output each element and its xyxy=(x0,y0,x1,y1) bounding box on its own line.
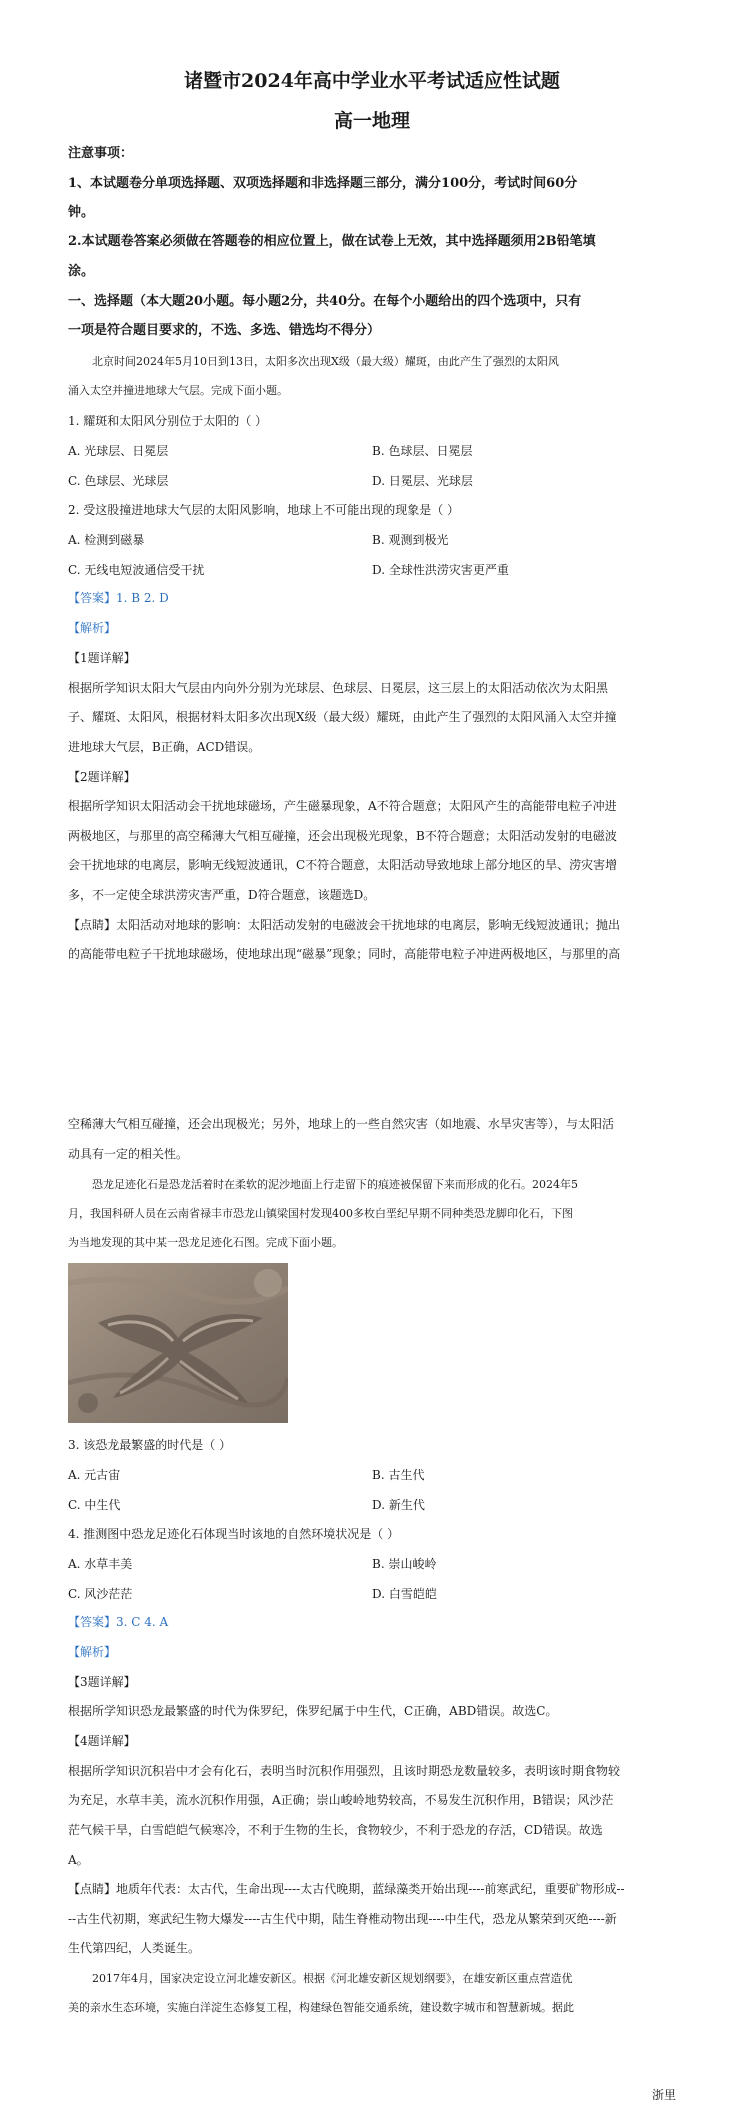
detail-2-heading: 【2题详解】 xyxy=(68,770,136,784)
question-2-stem: 2. 受这股撞进地球大气层的太阳风影响，地球上不可能出现的现象是（ ） xyxy=(68,503,460,517)
notice-heading: 注意事项： xyxy=(68,146,134,161)
tip-1-text: 动具有一定的相关性。 xyxy=(68,1147,189,1161)
dinosaur-footprint-fossil-image xyxy=(68,1263,288,1423)
tip-1-text: 【点睛】太阳活动对地球的影响：太阳活动发射的电磁波会干扰地球的电离层，影响无线短波通讯；抛出 xyxy=(68,918,621,932)
q3-option-c: C. 中生代 xyxy=(68,1498,121,1512)
detail-4-text: 为充足，水草丰美，流水沉积作用强，A正确；崇山峻岭地势较高，不易发生沉积作用，B错误；风沙茫 xyxy=(68,1793,614,1807)
page-footer: 浙里 xyxy=(651,2088,676,2102)
q1-option-d: D. 日冕层、光球层 xyxy=(372,474,473,488)
detail-4-text: 根据所学知识沉积岩中才会有化石，表明当时沉积作用强烈，且该时期恐龙数量较多，表明该时期食物较 xyxy=(68,1764,621,1778)
q3-option-b: B. 古生代 xyxy=(372,1468,425,1482)
answer-1-2: 【答案】1. B 2. D xyxy=(68,591,169,605)
passage-1-cont: 涌入太空并撞进地球大气层。完成下面小题。 xyxy=(68,384,288,397)
tip-1-text: 空稀薄大气相互碰撞，还会出现极光；另外，地球上的一些自然灾害（如地震、水旱灾害等），与太阳活 xyxy=(68,1117,615,1131)
q1-option-b: B. 色球层、日冕层 xyxy=(372,444,473,458)
question-1-stem: 1. 耀斑和太阳风分别位于太阳的（ ） xyxy=(68,414,268,428)
answer-3-4: 【答案】3. C 4. A xyxy=(68,1615,169,1629)
detail-2-text: 两极地区，与那里的高空稀薄大气相互碰撞，还会出现极光现象，B不符合题意；太阳活动发射的电磁波 xyxy=(68,829,617,843)
detail-1-text: 子、耀斑、太阳风，根据材料太阳多次出现X级（最大级）耀斑，由此产生了强烈的太阳风涌入太空并撞 xyxy=(68,710,617,724)
detail-3-heading: 【3题详解】 xyxy=(68,1675,136,1689)
q2-option-c: C. 无线电短波通信受干扰 xyxy=(68,563,205,577)
tip-2-text: --古生代初期，寒武纪生物大爆发----古生代中期，陆生脊椎动物出现----中生代，恐龙从繁荣到灭绝----新 xyxy=(68,1912,617,1926)
q4-option-b: B. 崇山峻岭 xyxy=(372,1557,437,1571)
analysis-label: 【解析】 xyxy=(68,1645,117,1659)
q4-option-a: A. 水草丰美 xyxy=(68,1557,133,1571)
section-heading-cont: 一项是符合题目要求的，不选、多选、错选均不得分） xyxy=(68,323,381,338)
notice-item-2-cont: 涂。 xyxy=(68,264,95,279)
exam-title: 诸暨市2024年高中学业水平考试适应性试题 xyxy=(184,70,560,92)
detail-4-heading: 【4题详解】 xyxy=(68,1734,136,1748)
detail-3-text: 根据所学知识恐龙最繁盛的时代为侏罗纪，侏罗纪属于中生代，C正确，ABD错误。故选C。 xyxy=(68,1704,558,1718)
passage-2: 恐龙足迹化石是恐龙活着时在柔软的泥沙地面上行走留下的痕迹被保留下来而形成的化石。2024年5 xyxy=(92,1178,578,1191)
passage-3: 2017年4月，国家决定设立河北雄安新区。根据《河北雄安新区规划纲要》，在雄安新区重点营造优 xyxy=(92,1972,573,1985)
passage-3-cont: 美的亲水生态环境，实施白洋淀生态修复工程，构建绿色智能交通系统，建设数字城市和智慧新城。据此 xyxy=(68,2001,574,2014)
question-3-stem: 3. 该恐龙最繁盛的时代是（ ） xyxy=(68,1438,232,1452)
detail-2-text: 多，不一定使全球洪涝灾害严重，D符合题意，该题选D。 xyxy=(68,888,376,902)
q1-option-c: C. 色球层、光球层 xyxy=(68,474,169,488)
detail-2-text: 根据所学知识太阳活动会干扰地球磁场，产生磁暴现象，A不符合题意；太阳风产生的高能带电粒子冲进 xyxy=(68,799,617,813)
q1-option-a: A. 光球层、日冕层 xyxy=(68,444,169,458)
detail-4-text: 茫气候干旱，白雪皑皑气候寒冷，不利于生物的生长，食物较少，不利于恐龙的存活，CD错误。故选 xyxy=(68,1823,603,1837)
section-heading: 一、选择题（本大题20小题。每小题2分，共40分。在每个小题给出的四个选项中，只有 xyxy=(68,294,582,309)
notice-item-1-cont: 钟。 xyxy=(68,205,95,220)
tip-1-text: 的高能带电粒子干扰地球磁场，使地球出现“磁暴”现象；同时，高能带电粒子冲进两极地区，与那里的高 xyxy=(68,947,621,961)
q2-option-d: D. 全球性洪涝灾害更严重 xyxy=(372,563,509,577)
tip-2-text: 【点睛】地质年代表：太古代，生命出现----太古代晚期，蓝绿藻类开始出现----前寒武纪，重要矿物形成-- xyxy=(68,1882,625,1896)
q3-option-d: D. 新生代 xyxy=(372,1498,425,1512)
passage-2-cont: 月，我国科研人员在云南省禄丰市恐龙山镇梁国村发现400多枚白垩纪早期不同种类恐龙脚印化石，下图 xyxy=(68,1207,573,1220)
detail-2-text: 会干扰地球的电离层，影响无线短波通讯，C不符合题意，太阳活动导致地球上部分地区的旱、涝灾害增 xyxy=(68,858,618,872)
exam-subject: 高一地理 xyxy=(333,110,410,132)
tip-2-text: 生代第四纪，人类诞生。 xyxy=(68,1941,201,1955)
q3-option-a: A. 元古宙 xyxy=(68,1468,121,1482)
passage-2-cont: 为当地发现的其中某一恐龙足迹化石图。完成下面小题。 xyxy=(68,1236,343,1249)
passage-1: 北京时间2024年5月10日到13日，太阳多次出现X级（最大级）耀斑，由此产生了强烈的太阳风 xyxy=(92,355,559,368)
notice-item-1: 1、本试题卷分单项选择题、双项选择题和非选择题三部分，满分100分，考试时间60分 xyxy=(68,176,578,191)
q4-option-c: C. 风沙茫茫 xyxy=(68,1587,133,1601)
notice-item-2: 2.本试题卷答案必须做在答题卷的相应位置上，做在试卷上无效，其中选择题须用2B铅笔填 xyxy=(68,234,596,249)
question-4-stem: 4. 推测图中恐龙足迹化石体现当时该地的自然环境状况是（ ） xyxy=(68,1527,400,1541)
analysis-label: 【解析】 xyxy=(68,621,117,635)
detail-4-text: A。 xyxy=(68,1853,89,1867)
detail-1-heading: 【1题详解】 xyxy=(68,651,136,665)
detail-1-text: 根据所学知识太阳大气层由内向外分别为光球层、色球层、日冕层，这三层上的太阳活动依次为太阳黑 xyxy=(68,681,609,695)
q2-option-b: B. 观测到极光 xyxy=(372,533,449,547)
q4-option-d: D. 白雪皑皑 xyxy=(372,1587,437,1601)
q2-option-a: A. 检测到磁暴 xyxy=(68,533,145,547)
detail-1-text: 进地球大气层，B正确，ACD错误。 xyxy=(68,740,261,754)
